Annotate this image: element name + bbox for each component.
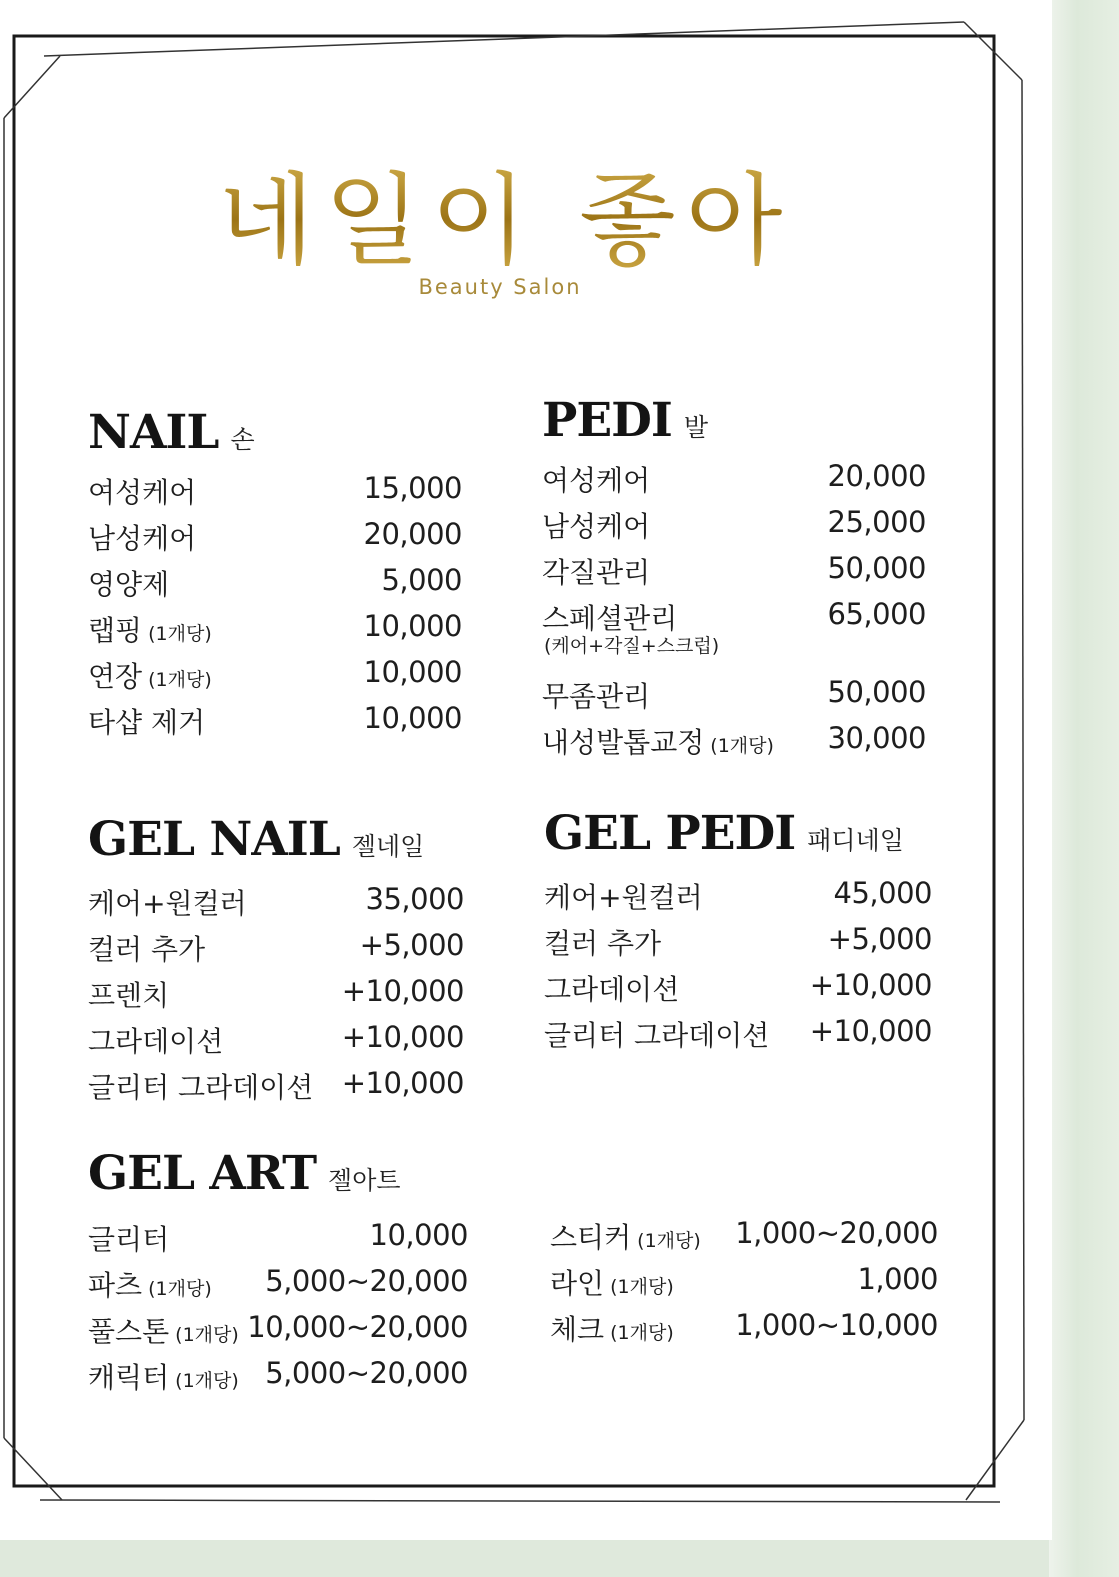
item-price: +5,000 [359, 928, 464, 962]
section-subtitle: 패디네일 [807, 826, 904, 855]
item-price: 10,000 [369, 1218, 468, 1252]
item-price: 1,000 [857, 1262, 938, 1296]
item-name: 케어+원컬러 [88, 887, 247, 920]
item-name: 글리터 그라데이션 [544, 1019, 770, 1052]
section-title: GEL ART [88, 1146, 317, 1201]
menu-item [542, 551, 926, 597]
menu-item [88, 928, 464, 974]
section-subtitle: 손 [230, 425, 255, 454]
item-price: 20,000 [827, 459, 926, 493]
section-subtitle: 젤아트 [328, 1166, 401, 1195]
section-title: GEL NAIL [88, 812, 340, 867]
item-price: 5,000~20,000 [265, 1356, 468, 1390]
item-note: (1개당) [610, 1276, 674, 1298]
item-note: (1개당) [610, 1322, 674, 1344]
menu-item [88, 655, 462, 701]
item-name: 영양제 [88, 568, 170, 601]
item-name: 그라데이션 [544, 973, 680, 1006]
section-gel-pedi [544, 806, 932, 1060]
item-name: 여성케어 [542, 464, 651, 497]
item-price: +5,000 [827, 922, 932, 956]
item-name: 무좀관리 [542, 680, 651, 713]
item-price: +10,000 [809, 1014, 932, 1048]
item-note: (1개당) [710, 735, 774, 757]
section-subtitle: 젤네일 [351, 832, 425, 861]
item-name: 프렌치 [88, 979, 170, 1012]
salon-subtitle: Beauty Salon [418, 275, 582, 299]
item-name: 라인 [550, 1267, 605, 1300]
section-title: PEDI [542, 393, 672, 448]
item-name: 그라데이션 [88, 1025, 224, 1058]
menu-item [88, 609, 462, 655]
item-price: 25,000 [827, 505, 926, 539]
item-note: (1개당) [175, 1370, 239, 1392]
section-gel-nail-heading [88, 812, 464, 882]
section-subtitle: 발 [683, 413, 709, 442]
item-price: 65,000 [827, 597, 926, 631]
item-price: +10,000 [341, 1020, 464, 1054]
menu-item [544, 922, 932, 968]
item-price: 20,000 [363, 517, 462, 551]
item-name: 풀스톤 [88, 1315, 170, 1348]
item-name: 케어+원컬러 [544, 881, 703, 914]
menu-item [88, 1264, 468, 1310]
menu-item [542, 597, 926, 675]
section-gel-art [88, 1146, 468, 1402]
menu-item [88, 1218, 468, 1264]
wall-background [1049, 0, 1119, 1577]
menu-item [88, 1020, 464, 1066]
item-name: 캐릭터 [88, 1361, 170, 1394]
item-price: 5,000 [381, 563, 462, 597]
menu-item [542, 721, 926, 767]
menu-item [542, 459, 926, 505]
item-note: (1개당) [148, 669, 212, 691]
menu-item [88, 1310, 468, 1356]
item-price: 1,000~10,000 [735, 1308, 938, 1342]
menu-item [542, 505, 926, 551]
section-gel-art-heading [88, 1146, 468, 1218]
section-gel-art-right [550, 1216, 938, 1354]
menu-item [88, 1066, 464, 1112]
section-pedi [542, 393, 926, 767]
item-name: 스티커 [550, 1221, 632, 1254]
menu-item [88, 563, 462, 609]
item-price: 35,000 [365, 882, 464, 916]
item-name: 글리터 [88, 1223, 170, 1256]
item-price: +10,000 [809, 968, 932, 1002]
menu-item [544, 876, 932, 922]
section-title: GEL PEDI [544, 806, 796, 861]
item-name: 타샵 제거 [88, 706, 206, 739]
item-name: 컬러 추가 [88, 933, 206, 966]
item-name: 남성케어 [88, 522, 197, 555]
menu-item [544, 1014, 932, 1060]
item-note: (1개당) [175, 1324, 239, 1346]
menu-item [88, 974, 464, 1020]
item-name: 랩핑 [88, 614, 143, 647]
item-name: 내성발톱교정 [542, 726, 705, 759]
item-price: 5,000~20,000 [265, 1264, 468, 1298]
section-gel-nail [88, 812, 464, 1112]
item-price: +10,000 [341, 1066, 464, 1100]
item-price: 45,000 [833, 876, 932, 910]
section-title: NAIL [88, 405, 219, 460]
item-price: 10,000~20,000 [247, 1310, 468, 1344]
menu-item [88, 1356, 468, 1402]
salon-title: 네일이 좋아 [0, 140, 1010, 284]
item-name: 파츠 [88, 1269, 143, 1302]
menu-item [550, 1216, 938, 1262]
item-name: 컬러 추가 [544, 927, 662, 960]
menu-item [88, 701, 462, 747]
menu-item [88, 882, 464, 928]
item-price: 10,000 [363, 701, 462, 735]
item-price: 15,000 [363, 471, 462, 505]
item-price: 50,000 [827, 551, 926, 585]
menu-item [550, 1262, 938, 1308]
item-price: 30,000 [827, 721, 926, 755]
section-gel-pedi-heading [544, 806, 932, 876]
item-name: 스페셜관리 [542, 602, 678, 635]
section-nail [88, 405, 462, 747]
item-note: (1개당) [148, 1278, 212, 1300]
item-name: 체크 [550, 1313, 605, 1346]
item-price: 10,000 [363, 655, 462, 689]
item-name: 연장 [88, 660, 143, 693]
item-name: 글리터 그라데이션 [88, 1071, 314, 1104]
menu-item [88, 471, 462, 517]
menu-item [544, 968, 932, 1014]
menu-item [88, 517, 462, 563]
item-name: 각질관리 [542, 556, 651, 589]
item-price: +10,000 [341, 974, 464, 1008]
item-price: 50,000 [827, 675, 926, 709]
item-note: (1개당) [148, 623, 212, 645]
item-price: 10,000 [363, 609, 462, 643]
item-detail: (케어+각질+스크럽) [544, 635, 720, 657]
menu-item [542, 675, 926, 721]
item-name: 여성케어 [88, 476, 197, 509]
section-pedi-heading [542, 393, 926, 459]
section-nail-heading [88, 405, 462, 471]
item-note: (1개당) [637, 1230, 701, 1252]
item-price: 1,000~20,000 [735, 1216, 938, 1250]
menu-item [550, 1308, 938, 1354]
item-name: 남성케어 [542, 510, 651, 543]
